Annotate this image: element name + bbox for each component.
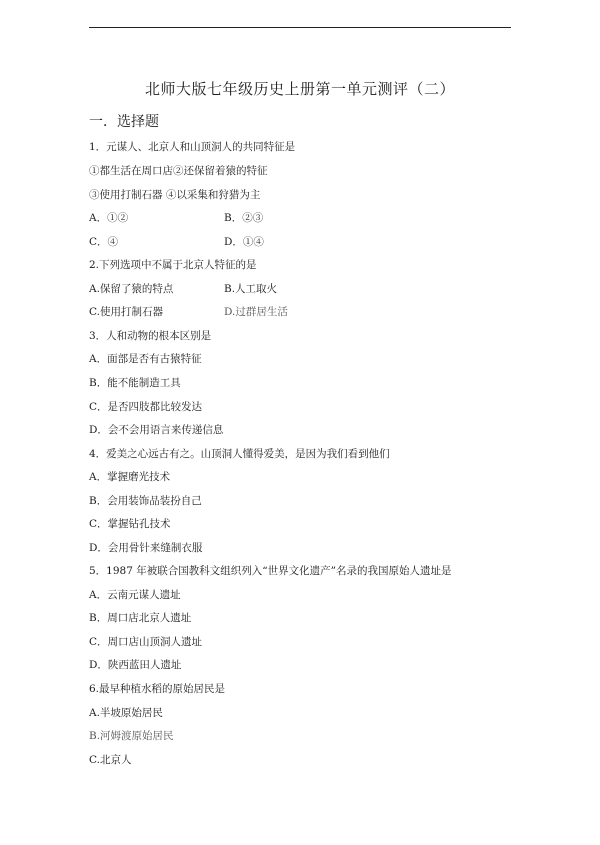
q3-option-d[interactable]: D．会不会用语言来传递信息 <box>89 424 224 436</box>
q5-option-a[interactable]: A．云南元谋人遗址 <box>89 589 181 601</box>
question-5: 5．1987 年被联合国教科文组织列入“世界文化遗产”名录的我国原始人遗址是 <box>89 565 452 577</box>
q3-option-a[interactable]: A．面部是否有古猿特征 <box>89 353 202 365</box>
section-heading: 一．选择题 <box>89 114 159 130</box>
q2-option-a[interactable]: A.保留了猿的特点 <box>89 283 174 295</box>
q5-option-c[interactable]: C．周口店山顶洞人遗址 <box>89 636 203 648</box>
q3-option-c[interactable]: C．是否四肢都比较发达 <box>89 401 203 413</box>
q1-option-b[interactable]: B．②③ <box>224 212 264 224</box>
q6-option-a[interactable]: A.半坡原始居民 <box>89 707 163 719</box>
question-4: 4．爱美之心远古有之。山顶洞人懂得爱美，是因为我们看到他们 <box>89 448 390 460</box>
q2-option-d[interactable]: D.过群居生活 <box>224 306 288 318</box>
q1-statement-1: ①都生活在周口店②还保留着猿的特征 <box>89 165 268 177</box>
q5-option-b[interactable]: B．周口店北京人遗址 <box>89 612 192 624</box>
q6-option-c[interactable]: C.北京人 <box>89 754 132 766</box>
q1-option-d[interactable]: D．①④ <box>224 236 264 248</box>
q4-option-d[interactable]: D．会用骨针来缝制衣服 <box>89 542 203 554</box>
q4-option-b[interactable]: B．会用装饰品装扮自己 <box>89 495 202 507</box>
question-2: 2.下列选项中不属于北京人特征的是 <box>89 259 257 271</box>
q3-option-b[interactable]: B．能不能制造工具 <box>89 377 181 389</box>
q4-option-c[interactable]: C．掌握钻孔技术 <box>89 518 171 530</box>
question-3: 3．人和动物的根本区别是 <box>89 330 212 342</box>
q2-option-c[interactable]: C.使用打制石器 <box>89 306 163 318</box>
question-1: 1．元谋人、北京人和山顶洞人的共同特征是 <box>89 141 296 153</box>
q1-statement-2: ③使用打制石器 ④以采集和狩猎为主 <box>89 189 261 201</box>
q1-option-a[interactable]: A．①② <box>89 212 129 224</box>
question-6: 6.最早种植水稻的原始居民是 <box>89 683 226 695</box>
page-title: 北师大版七年级历史上册第一单元测评（二） <box>144 80 455 98</box>
q5-option-d[interactable]: D．陕西蓝田人遗址 <box>89 659 182 671</box>
q6-option-b[interactable]: B.河姆渡原始居民 <box>89 730 174 742</box>
top-rule <box>89 27 511 28</box>
q2-option-b[interactable]: B.人工取火 <box>224 283 278 295</box>
q4-option-a[interactable]: A．掌握磨光技术 <box>89 471 171 483</box>
q1-option-c[interactable]: C．④ <box>89 236 119 248</box>
